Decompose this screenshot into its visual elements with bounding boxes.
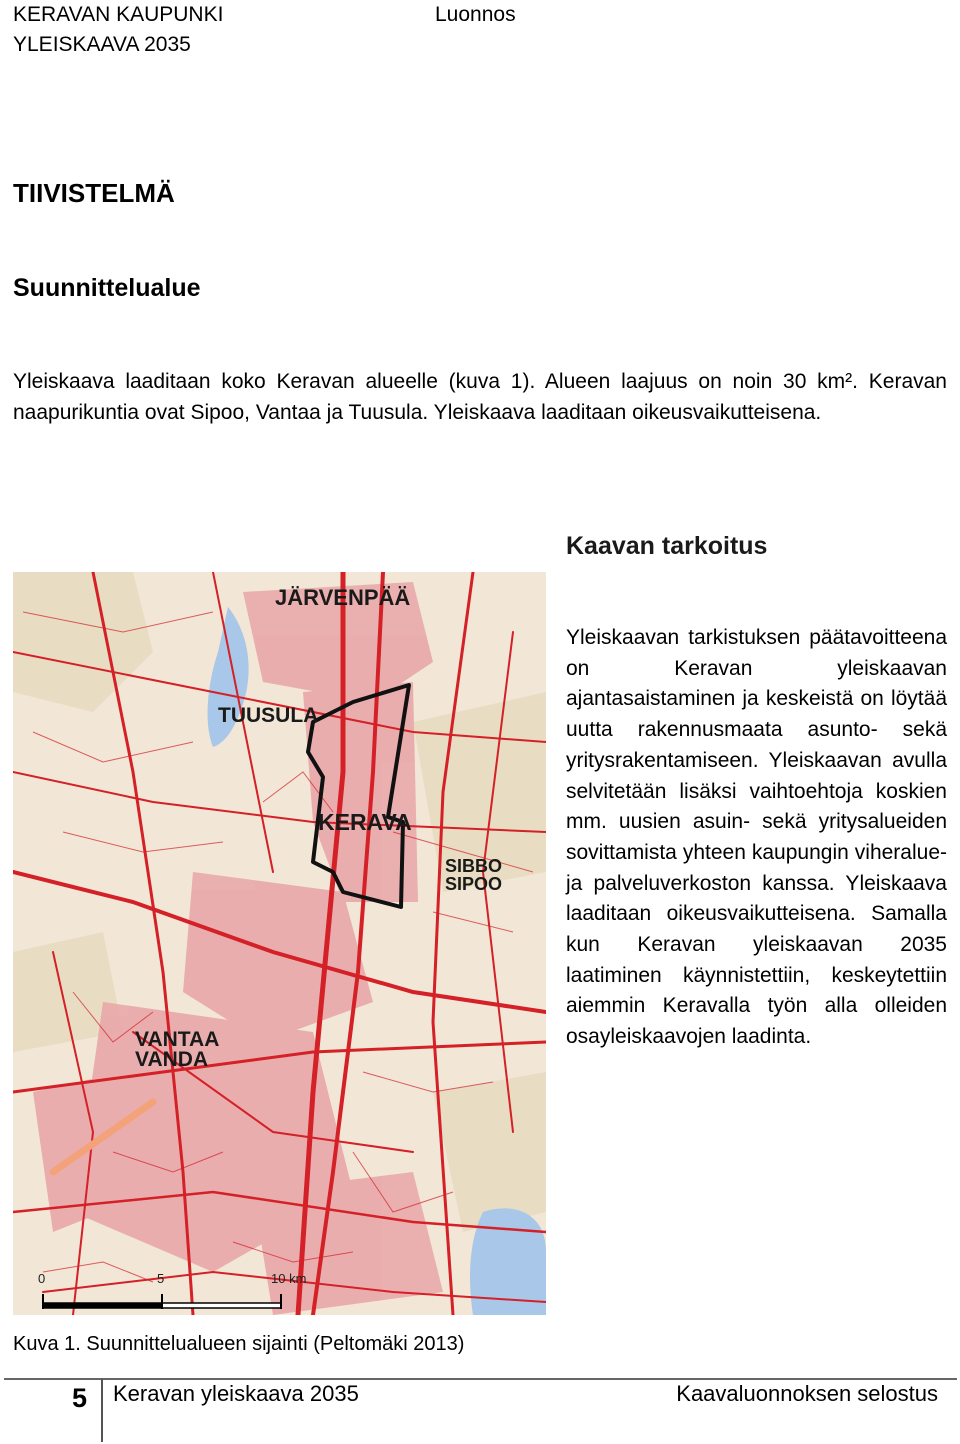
scale-label-10: 10 km: [271, 1271, 307, 1286]
plan-purpose-heading: Kaavan tarkoitus: [566, 532, 768, 560]
map-label-vanda: VANDA: [135, 1048, 209, 1071]
plan-purpose-paragraph: Yleiskaavan tarkistuksen päätavoitteena on Keravan yleiskaavan ajantasaistaminen ja keskeistä on löytää uutta rakennusmaata asunto- sekä yritysrakentamiseen. Yleiskaavan avulla selvitetään lisäksi vaihtoehtoja koskien mm. uusien asuin- sekä yritysalueiden sovittamista yhteen kaupungin viheralue- ja palveluverkoston kanssa. Yleiskaava laaditaan oikeusvaikutteisena. Samalla kun Keravan yleiskaavan 2035 laatiminen käynnistettiin, keskeytettiin aiemmin Keravalla työn alla olleiden osayleiskaavojen laadinta.: [566, 626, 947, 1049]
map-label-sibbo: SIBBO: [445, 856, 503, 876]
location-map-graphic: [13, 572, 546, 1315]
header-status: Luonnos: [435, 3, 516, 26]
header-plan-name: YLEISKAAVA 2035: [13, 33, 191, 56]
location-map: [13, 572, 546, 1315]
summary-heading: TIIVISTELMÄ: [13, 178, 175, 208]
footer-document-title: Keravan yleiskaava 2035: [113, 1381, 359, 1406]
map-label-sipoo: SIPOO: [445, 874, 503, 894]
footer-vertical-divider: [101, 1379, 103, 1442]
footer-document-type: Kaavaluonnoksen selostus: [676, 1381, 938, 1406]
page-number: 5: [72, 1383, 88, 1413]
footer-divider: [4, 1378, 957, 1380]
scale-label-0: 0: [38, 1271, 46, 1286]
header-left: [13, 0, 223, 60]
map-label-vantaa: VANTAA: [135, 1028, 220, 1051]
figure-caption: Kuva 1. Suunnittelualueen sijainti (Peltomäki 2013): [13, 1333, 465, 1355]
planning-area-heading: Suunnittelualue: [13, 274, 201, 302]
scale-label-5: 5: [157, 1271, 165, 1286]
header-organization: KERAVAN KAUPUNKI: [13, 3, 224, 26]
map-label-jarvenpaa: JÄRVENPÄÄ: [275, 585, 411, 610]
map-label-kerava: KERAVA: [318, 809, 412, 835]
intro-paragraph: Yleiskaava laaditaan koko Keravan alueelle (kuva 1). Alueen laajuus on noin 30 km². Keravan naapurikuntia ovat Sipoo, Vantaa ja Tuusula. Yleiskaava laaditaan oikeusvaikutteisena.: [13, 370, 947, 424]
map-label-tuusula: TUUSULA: [218, 704, 319, 727]
